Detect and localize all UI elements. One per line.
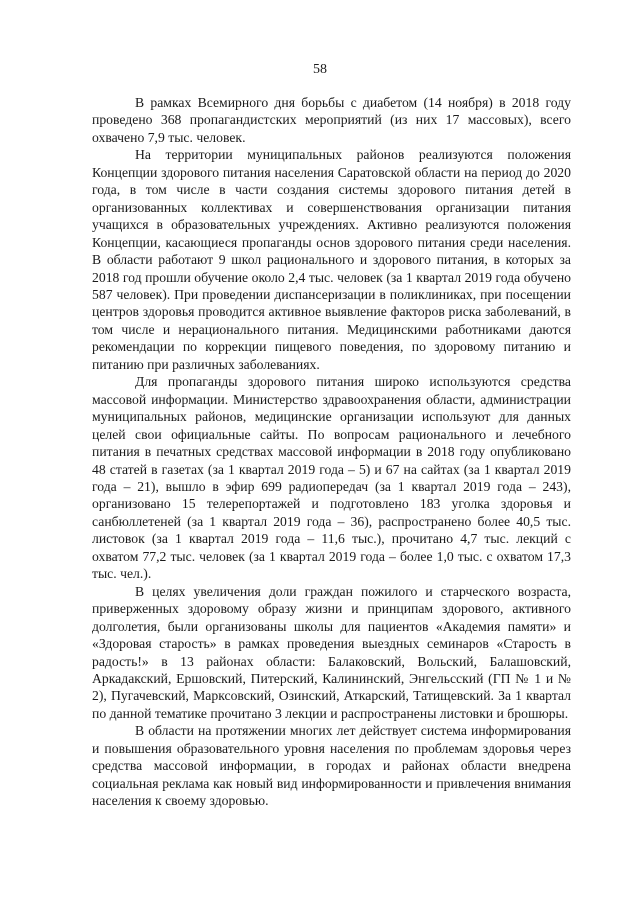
paragraph-healthy-nutrition-concept: На территории муниципальных районов реализуются положения Концепции здорового питания населения Саратовской области на период до 2020 года, в том числе в части создания системы здорового питания детей в организованных коллективах и совершенствования организации питания учащихся в образовательных учреждениях. Активно реализуются положения Концепции, касающиеся пропаганды основ здорового питания среди населения. В области работают 9 школ рационального и здорового питания, в которых за 2018 год прошли обучение около 2,4 тыс. человек (за 1 квартал 2019 года обучено 587 человек). При проведении диспансеризации в поликлиниках, при посещении центров здоровья проводится активное выявление факторов риска заболеваний, в том числе и нерационального питания. Медицинскими работниками даются рекомендации по коррекции пищевого поведения, по здоровому питанию и питанию при различных заболеваниях. xyxy=(92,147,571,372)
document-body xyxy=(92,94,571,810)
paragraph-elderly-schools: В целях увеличения доли граждан пожилого и старческого возраста, приверженных здоровому образу жизни и принципам здорового, активного долголетия, были организованы школы для пациентов «Академия памяти» и «Здоровая старость» в рамках проведения выездных семинаров «Старость в радость!» в 13 районах области: Балаковский, Вольский, Балашовский, Аркадакский, Ершовский, Питерский, Калининский, Энгельсский (ГП № 1 и № 2), Пугачевский, Марксовский, Озинский, Аткарский, Татищевский. За 1 квартал по данной тематике прочитано 3 лекции и распространены листовки и брошюры. xyxy=(92,583,571,721)
paragraph-mass-media-propaganda: Для пропаганды здорового питания широко используются средства массовой информации. Министерство здравоохранения области, администрации муниципальных районов, медицинские организации используют для данных целей свои официальные сайты. По вопросам рационального и лечебного питания в печатных средствах массовой информации в 2018 году опубликовано 48 статей в газетах (за 1 квартал 2019 года – 5) и 67 на сайтах (за 1 квартал 2019 года – 21), вышло в эфир 699 радиопередач (за 1 квартал 2019 года – 243), организовано 15 телерепортажей и подготовлено 183 уголка здоровья и санбюллетеней (за 1 квартал 2019 года – 36), распространено более 40,5 тыс. листовок (за 1 квартал 2019 года – 11,6 тыс.), прочитано 4,7 тыс. лекций с охватом 77,2 тыс. человек (за 1 квартал 2019 года – более 1,0 тыс. с охватом 17,3 тыс. чел.). xyxy=(92,374,571,582)
paragraph-diabetes-day: В рамках Всемирного дня борьбы с диабетом (14 ноября) в 2018 году проведено 368 пропагандистских мероприятий (из них 17 массовых), всего охвачено 7,9 тыс. человек. xyxy=(92,95,571,145)
paragraph-public-information: В области на протяжении многих лет действует система информирования и повышения образовательного уровня населения по проблемам здоровья через средства массовой информации, в городах и районах области внедрена социальная реклама как новый вид информированности и привлечения внимания населения к своему здоровью. xyxy=(92,723,571,809)
page-number: 58 xyxy=(313,62,327,77)
